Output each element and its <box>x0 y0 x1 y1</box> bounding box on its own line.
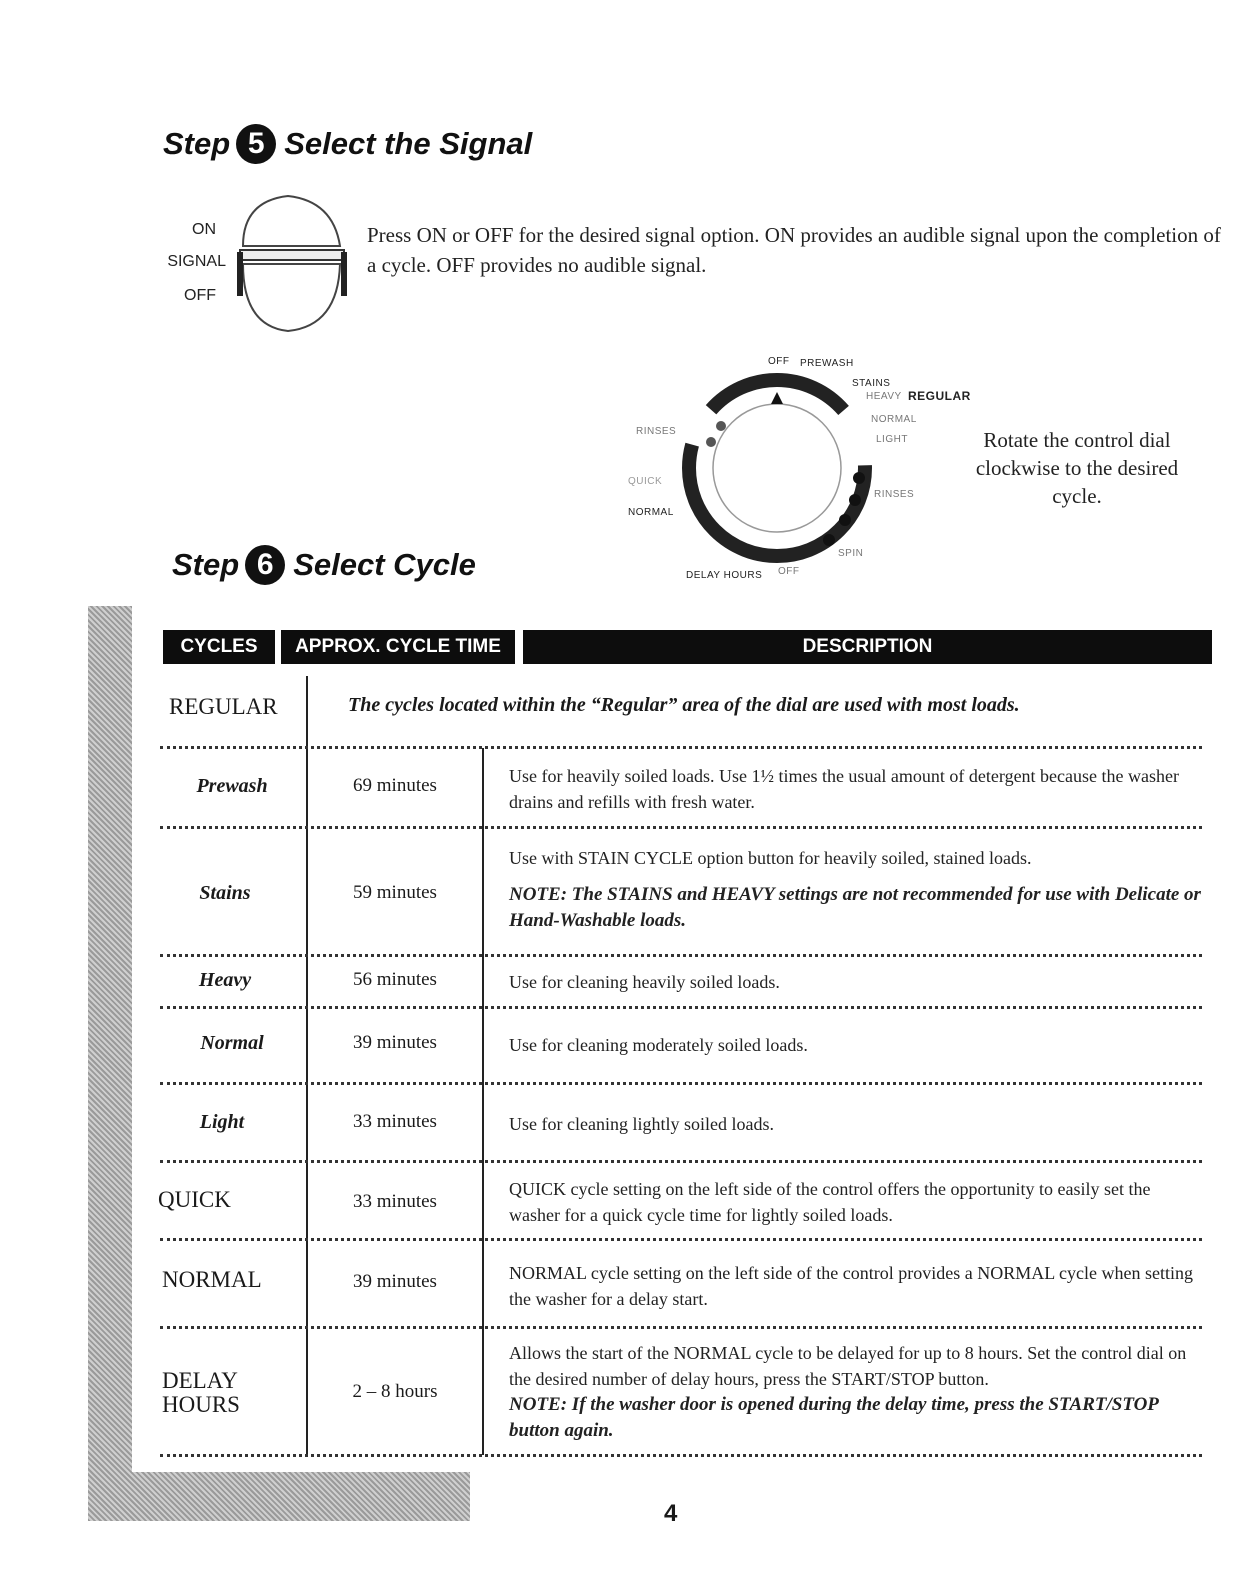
delay-note: NOTE: If the washer door is opened during the delay time, press the START/STOP button again. <box>509 1394 1159 1441</box>
dial-heavy: HEAVY <box>866 391 902 402</box>
left-shaded-bar <box>88 606 132 1521</box>
dial-prewash: PREWASH <box>800 358 854 369</box>
signal-button-icon[interactable] <box>228 186 358 336</box>
step6-heading <box>172 545 476 585</box>
signal-on-label: ON <box>192 221 216 238</box>
normal2-name: NORMAL <box>162 1267 262 1292</box>
header-description: DESCRIPTION <box>523 630 1212 664</box>
normal2-time: 39 minutes <box>353 1271 437 1292</box>
regular-note: The cycles located within the “Regular” area of the dial are used with most loads. <box>348 694 1020 716</box>
row-divider <box>160 954 1202 957</box>
step6-word: Step <box>172 547 240 582</box>
normal2-desc: NORMAL cycle setting on the left side of the control provides a NORMAL cycle when setting the washer for a delay start. <box>509 1263 1194 1309</box>
regular-label: REGULAR <box>169 694 278 719</box>
normal-time: 39 minutes <box>353 1032 437 1053</box>
dial-regular: REGULAR <box>908 389 971 403</box>
prewash-name: Prewash <box>196 775 268 797</box>
dial-normal-right: NORMAL <box>871 414 917 425</box>
column-divider-2 <box>482 748 484 1455</box>
quick-desc: QUICK cycle setting on the left side of the control offers the opportunity to easily set the washer for a quick cycle time for lightly soiled loads. <box>509 1179 1151 1225</box>
heavy-desc: Use for cleaning heavily soiled loads. <box>509 972 780 992</box>
row-divider <box>160 826 1202 829</box>
quick-name: QUICK <box>158 1187 231 1212</box>
bottom-shaded-bar <box>88 1472 470 1521</box>
delay-time: 2 – 8 hours <box>352 1381 438 1402</box>
dial-off-top: OFF <box>768 356 790 367</box>
row-divider <box>160 1006 1202 1009</box>
prewash-time: 69 minutes <box>353 775 437 796</box>
row-divider <box>160 1238 1202 1241</box>
step6-title: Select Cycle <box>293 547 476 582</box>
dial-spin: SPIN <box>838 548 864 559</box>
stains-time: 59 minutes <box>353 882 437 903</box>
step5-title: Select the Signal <box>284 126 533 161</box>
stains-note: NOTE: The STAINS and HEAVY settings are not recommended for use with Delicate or Hand-Washable loads. <box>509 884 1201 931</box>
row-divider <box>160 746 1202 749</box>
normal-name: Normal <box>200 1032 264 1054</box>
dial-delay-hours: DELAY HOURS <box>686 570 763 581</box>
page-number: 4 <box>664 1500 678 1527</box>
row-divider <box>160 1082 1202 1085</box>
stains-desc: Use with STAIN CYCLE option button for heavily soiled, stained loads. <box>509 848 1032 868</box>
dial-caption: Rotate the control dial clockwise to the desired cycle. <box>975 428 1179 508</box>
dial-rinses-left: RINSES <box>636 426 677 437</box>
delay-desc: Allows the start of the NORMAL cycle to be delayed for up to 8 hours. Set the control dial on the desired number of delay hours, press the START/STOP button. <box>509 1343 1187 1389</box>
heavy-name: Heavy <box>198 969 252 991</box>
signal-off-label: OFF <box>184 287 216 304</box>
stains-name: Stains <box>199 882 251 904</box>
row-divider <box>160 1454 1202 1457</box>
signal-label: SIGNAL <box>167 253 226 270</box>
dial-rinses-right: RINSES <box>874 489 915 500</box>
dial-off-bottom: OFF <box>778 566 800 577</box>
light-time: 33 minutes <box>353 1111 437 1132</box>
header-time: APPROX. CYCLE TIME <box>281 630 515 664</box>
light-name: Light <box>199 1111 245 1133</box>
light-desc: Use for cleaning lightly soiled loads. <box>509 1114 774 1134</box>
delay-name-line2: HOURS <box>162 1392 240 1417</box>
dial-light: LIGHT <box>876 434 908 445</box>
normal-desc: Use for cleaning moderately soiled loads. <box>509 1035 808 1055</box>
signal-description: Press ON or OFF for the desired signal option. ON provides an audible signal upon the completion of a cycle. OFF provides no audible signal. <box>367 223 1221 277</box>
step5-heading <box>163 124 532 164</box>
heavy-time: 56 minutes <box>353 969 437 990</box>
prewash-desc: Use for heavily soiled loads. Use 1½ times the usual amount of detergent because the washer drains and refills with fresh water. <box>509 766 1179 812</box>
delay-name-line1: DELAY <box>162 1368 238 1393</box>
step6-number: 6 <box>245 545 285 585</box>
header-cycles: CYCLES <box>163 630 275 664</box>
step5-word: Step <box>163 126 231 161</box>
column-divider-1 <box>306 676 308 1455</box>
dial-normal-left: NORMAL <box>628 507 674 518</box>
dial-stains: STAINS <box>852 378 891 389</box>
dial-quick: QUICK <box>628 476 663 487</box>
row-divider <box>160 1326 1202 1329</box>
row-divider <box>160 1160 1202 1163</box>
quick-time: 33 minutes <box>353 1191 437 1212</box>
step5-number: 5 <box>236 124 276 164</box>
